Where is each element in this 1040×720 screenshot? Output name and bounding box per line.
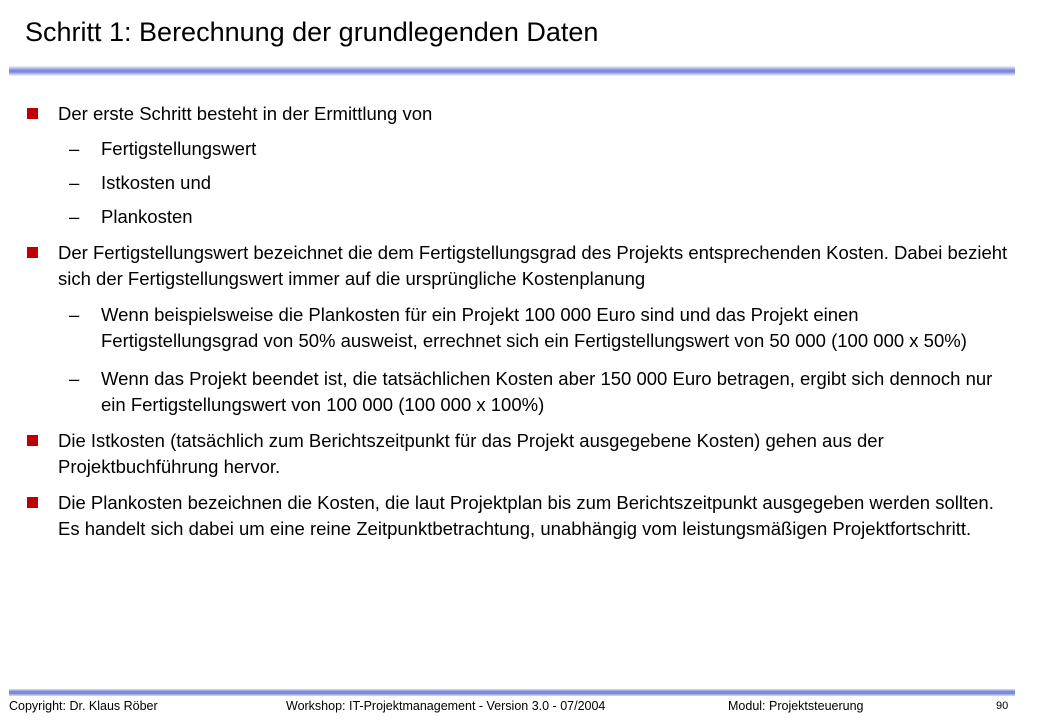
sub-bullet-beispiel-50-prozent [24,302,1014,354]
bullet-plankosten [24,490,1014,542]
title-divider [9,66,1015,76]
square-bullet-icon [27,435,38,446]
sub-bullet-text: Plankosten [101,206,193,227]
sub-bullet-istkosten [24,170,1014,196]
square-bullet-icon [27,247,38,258]
sub-bullet-text: Wenn das Projekt beendet ist, die tatsächlichen Kosten aber 150 000 Euro betragen, ergibt sich dennoch nur ein Fertigstellungswert von 100 000 (100 000 x 100%) [101,368,993,415]
dash-bullet-icon: – [69,304,80,325]
bullet-text: Der Fertigstellungswert bezeichnet die dem Fertigstellungsgrad des Projekts entsprechenden Kosten. Dabei bezieht sich der Fertigstellungswert immer auf die ursprüngliche Kostenplanung [58,242,1008,289]
sub-bullet-text: Fertigstellungswert [101,138,257,159]
bullet-istkosten [24,428,1014,480]
dash-bullet-icon: – [69,138,80,159]
bullet-fertigstellungswert-definition [24,240,1014,292]
square-bullet-icon [27,108,38,119]
bullet-ermittlung [24,101,1014,127]
dash-bullet-icon: – [69,368,80,389]
sub-bullet-text: Istkosten und [101,172,212,193]
footer-modul: Modul: Projektsteuerung [728,699,864,713]
sub-bullet-plankosten [24,204,1014,230]
footer-copyright: Copyright: Dr. Klaus Röber [9,699,158,713]
bullet-text: Der erste Schritt besteht in der Ermittlung von [58,103,433,124]
bullet-text: Die Plankosten bezeichnen die Kosten, die laut Projektplan bis zum Berichtszeitpunkt ausgegeben werden sollten. Es handelt sich dabei um eine reine Zeitpunktbetrachtung, unabhängig vom leistungsmäßigen Projektfortschritt. [58,492,994,539]
dash-bullet-icon: – [69,172,80,193]
bullet-text: Die Istkosten (tatsächlich zum Berichtszeitpunkt für das Projekt ausgegebene Kosten) gehen aus der Projektbuchführung hervor. [58,430,884,477]
footer-workshop: Workshop: IT-Projektmanagement - Version 3.0 - 07/2004 [286,699,606,713]
page-number: 90 [996,700,1009,712]
sub-bullet-beispiel-beendet [24,366,1014,418]
square-bullet-icon [27,497,38,508]
sub-bullet-text: Wenn beispielsweise die Plankosten für ein Projekt 100 000 Euro sind und das Projekt einen Fertigstellungsgrad von 50% ausweist, errechnet sich ein Fertigstellungswert von 50 000 (100 000 x 50%) [101,304,967,351]
slide-title: Schritt 1: Berechnung der grundlegenden Daten [25,17,599,47]
sub-bullet-fertigstellungswert [24,136,1014,162]
dash-bullet-icon: – [69,206,80,227]
slide-content [24,101,1014,551]
footer-divider [9,689,1015,696]
